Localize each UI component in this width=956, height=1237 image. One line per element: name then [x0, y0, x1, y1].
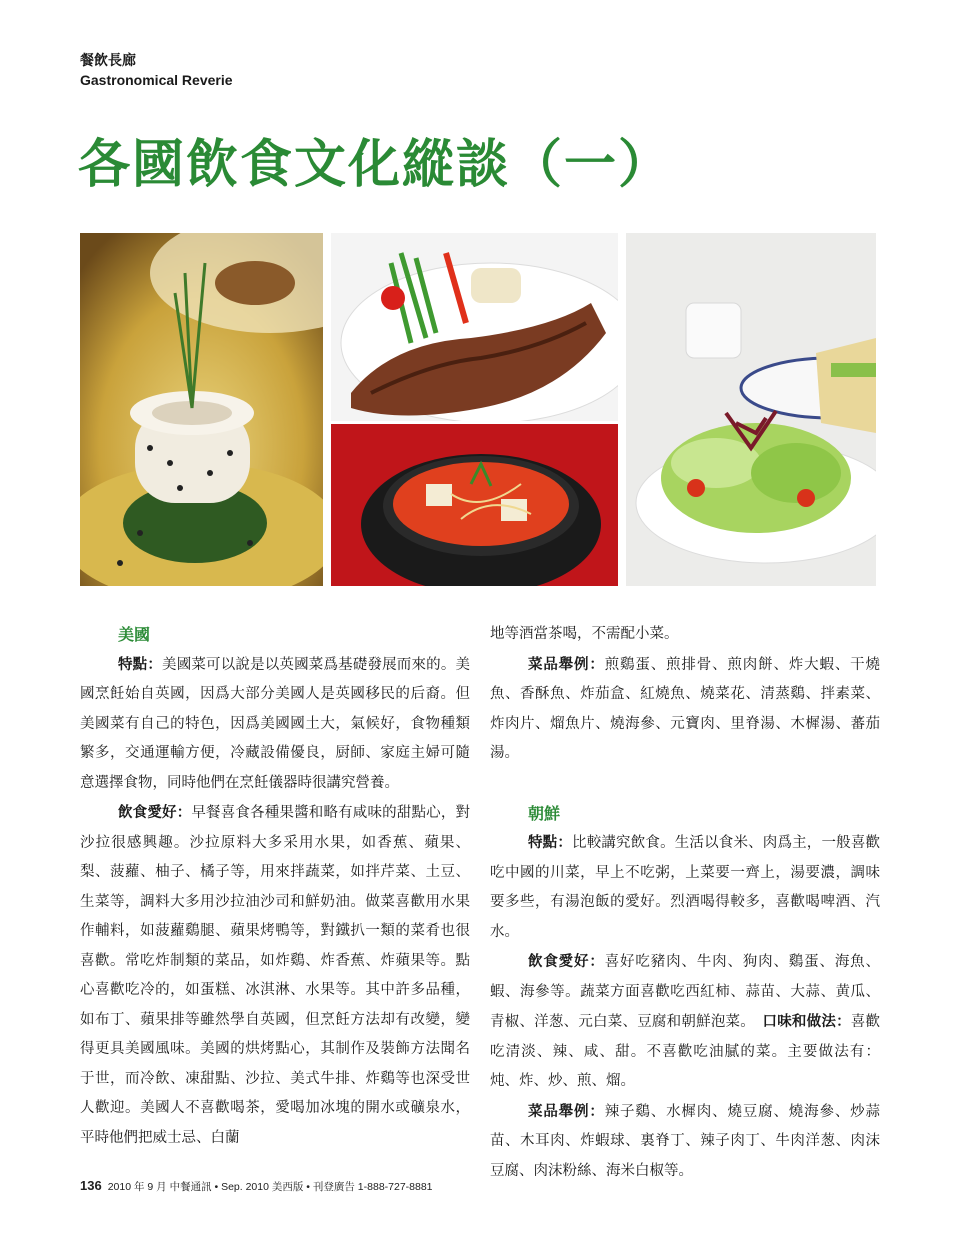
article-title: 各國飲食文化縱談（一）: [78, 135, 673, 195]
plated-fish-tower-photo: [80, 233, 323, 586]
usa-dish-paragraph: [490, 650, 880, 769]
section-label-zh: 餐飲長廊: [80, 53, 136, 69]
korea-dish-text: 辣子鷄、水樨肉、燒豆腐、燒海參、炒蒜苗、木耳肉、炸蝦球、裏脊丁、辣子肉丁、牛肉洋葱、肉沫豆腐、肉沫粉絲、海米白椒等。: [490, 1103, 881, 1179]
page-footer: [80, 1178, 433, 1194]
grilled-ribs-photo: [331, 233, 618, 421]
usa-feature-label: 特點：: [118, 655, 163, 673]
right-column: [490, 620, 880, 1186]
section-label-en: Gastronomical Reverie: [80, 72, 233, 88]
usa-pref-text: 早餐喜食各種果醬和略有咸味的甜點心，對沙拉很感興趣。沙拉原料大多采用水果，如香蕉、蘋果、梨、菠蘿、柚子、橘子等，用來拌蔬菜，如拌芹菜、土豆、生菜等，調料大多用沙拉油沙司和鮮奶油。做菜喜歡用水果作輔料，如菠蘿鷄腿、蘋果烤鴨等，對鐵扒一類的菜肴也很喜歡。常吃炸制類的菜品，如炸鷄、炸香蕉、炸蘋果等。點心喜歡吃冷的，如蛋糕、冰淇淋、水果等。其中許多品種，如布丁、蘋果排等雖然學自英國，但烹飪方法却有改變，變得更具美國風味。美國的烘烤點心，其制作及裝飾方法聞名于世，而冷飲、凍甜點、沙拉、美式牛排、炸鷄等也深受世人歡迎。美國人不喜歡喝茶，愛喝加冰塊的開水或礦泉水，平時他們把威士忌、白蘭: [80, 805, 471, 1146]
usa-feature-text: 美國菜可以說是以英國菜爲基礎發展而來的。美國烹飪始自英國，因爲大部分美國人是英國移民的后裔。但美國菜有自己的特色，因爲美國國土大，氣候好，食物種類繁多，交通運輸方便，冷藏設備優良，厨師、家庭主婦可隨意選擇食物，同時他們在烹飪儀器時很講究營養。: [80, 656, 471, 791]
korea-pref-paragraph: [490, 947, 880, 1097]
korea-pref-label: 飲食愛好：: [528, 953, 605, 970]
salad-photo: [626, 233, 876, 586]
korea-dish-paragraph: [490, 1097, 880, 1187]
usa-dish-text: 煎鷄蛋、煎排骨、煎肉餅、炸大蝦、干燒魚、香酥魚、炸茄盒、紅燒魚、燒菜花、清蒸鷄、拌素菜、炸肉片、熘魚片、燒海參、元寶肉、里脊湯、木樨湯、蕃茄湯。: [490, 656, 881, 761]
kimchi-stew-photo: [331, 424, 618, 586]
left-column: [80, 620, 470, 1153]
korea-method-text: 喜歡吃清淡、辣、咸、甜。不喜歡吃油膩的菜。主要做法有：炖、炸、炒、煎、熘。: [490, 1014, 881, 1089]
usa-feature-paragraph: [80, 650, 470, 799]
korea-feature-paragraph: [490, 828, 880, 947]
usa-pref-paragraph: [80, 798, 470, 1153]
korea-feature-text: 比較講究飲食。生活以食米、肉爲主，一般喜歡吃中國的川菜，早上不吃粥，上菜要一齊上，湯要濃，調味要多些，有湯泡飯的愛好。烈酒喝得較多，喜歡喝啤酒、汽水。: [490, 835, 881, 940]
usa-heading: 美國: [118, 625, 151, 644]
korea-feature-label: 特點：: [528, 834, 573, 851]
page-number: 136: [80, 1178, 102, 1193]
usa-continued-text: 地等酒當茶喝，不需配小菜。: [490, 626, 679, 642]
usa-pref-label: 飲食愛好：: [118, 804, 192, 821]
korea-method-label: 口味和做法：: [762, 1013, 851, 1030]
korea-dish-label: 菜品舉例：: [528, 1102, 605, 1120]
footer-info: 2010 年 9 月 中餐通訊 • Sep. 2010 美西版 • 刊登廣告 1-888-727-8881: [107, 1181, 433, 1193]
korea-heading: 朝鮮: [528, 803, 561, 823]
usa-dish-label: 菜品舉例：: [528, 655, 605, 673]
korea-pref-text: 喜好吃豬肉、牛肉、狗肉、鷄蛋、海魚、蝦、海參等。蔬菜方面喜歡吃西紅柿、蒜苗、大蒜、黄瓜、青椒、洋葱、元白菜、豆腐和朝鮮泡菜。: [490, 954, 881, 1030]
